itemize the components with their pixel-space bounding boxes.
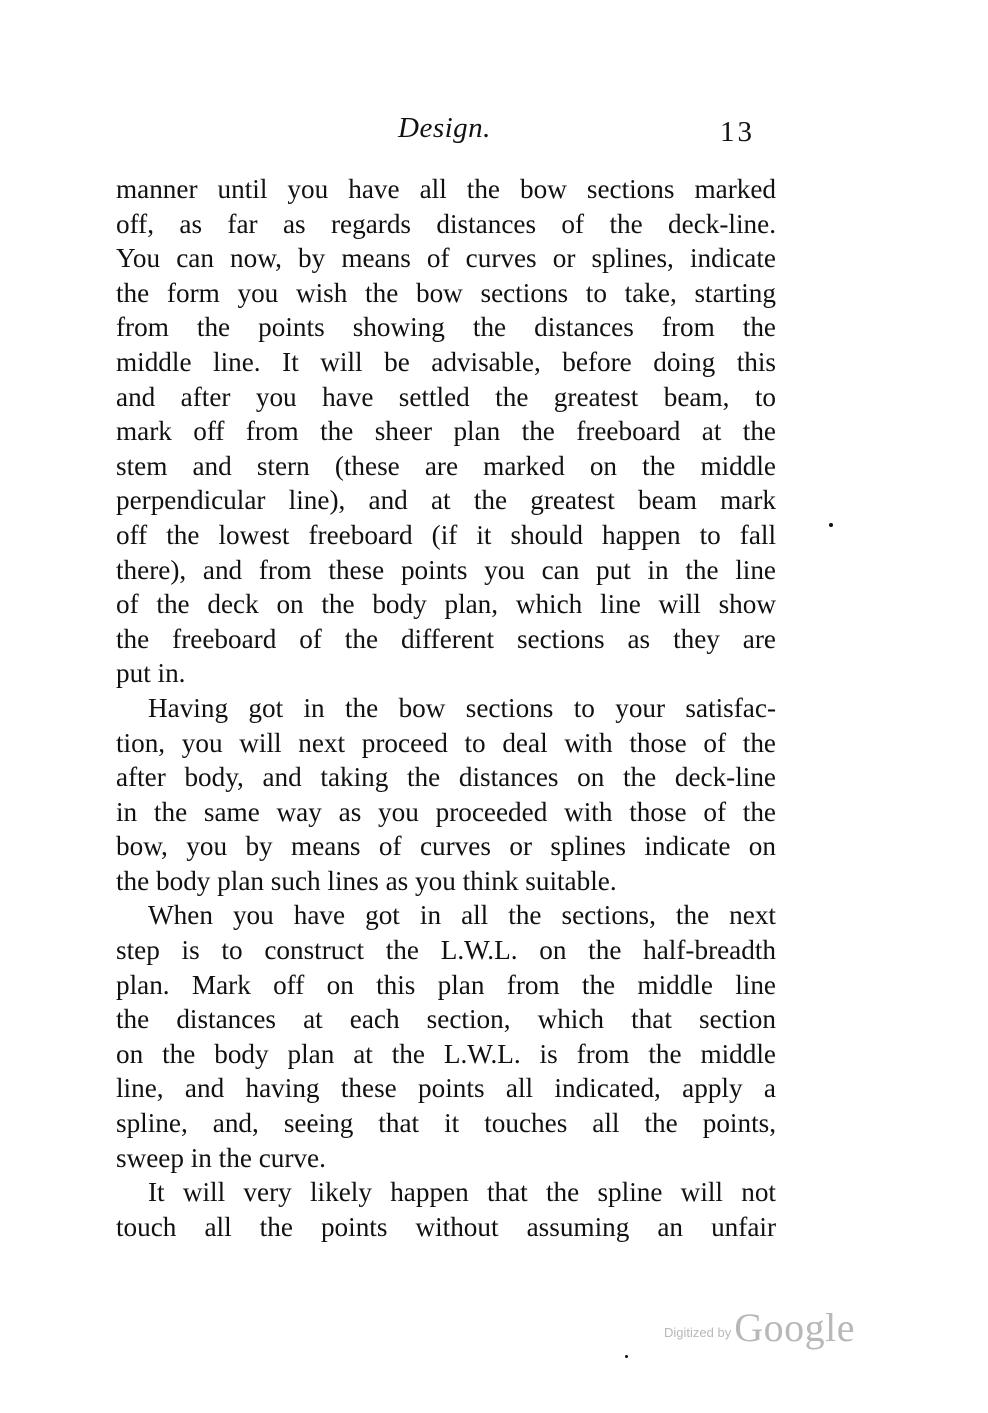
text-line: bow, you by means of curves or splines indicate on <box>116 831 776 862</box>
text-line: from the points showing the distances from the <box>116 312 776 343</box>
text-line: Having got in the bow sections to your satisfac- <box>148 692 776 723</box>
text-line: It will very likely happen that the spline will not <box>148 1177 776 1208</box>
text-line: of the deck on the body plan, which line will show <box>116 589 776 620</box>
text-line: there), and from these points you can put in the line <box>116 554 776 585</box>
google-logo: Google <box>734 1305 855 1350</box>
text-line: the form you wish the bow sections to take, starting <box>116 277 776 308</box>
page-number: 13 <box>720 116 755 148</box>
text-line: perpendicular line), and at the greatest beam mark <box>116 485 776 516</box>
text-line: the body plan such lines as you think suitable. <box>116 865 617 896</box>
text-line: spline, and, seeing that it touches all the points, <box>116 1108 776 1139</box>
text-line: touch all the points without assuming an unfair <box>116 1211 776 1242</box>
digitized-by-google-watermark <box>664 1304 855 1351</box>
text-line: after body, and taking the distances on the deck-line <box>116 762 776 793</box>
text-line: and after you have settled the greatest beam, to <box>116 381 776 412</box>
text-line: in the same way as you proceeded with those of the <box>116 796 776 827</box>
text-line: tion, you will next proceed to deal with those of the <box>116 727 776 758</box>
scan-speck <box>625 1355 628 1358</box>
running-header-title: Design. <box>398 112 491 144</box>
text-line: put in. <box>116 658 186 689</box>
body-text <box>116 172 776 1244</box>
text-line: When you have got in all the sections, the next <box>148 900 776 931</box>
text-line: the distances at each section, which that section <box>116 1004 776 1035</box>
text-line: mark off from the sheer plan the freeboard at the <box>116 416 776 447</box>
text-line: manner until you have all the bow sections marked <box>116 174 776 204</box>
text-line: line, and having these points all indicated, apply a <box>116 1073 776 1104</box>
text-line: You can now, by means of curves or splines, indicate <box>116 243 776 274</box>
text-line: step is to construct the L.W.L. on the half-breadth <box>116 935 776 966</box>
text-line: on the body plan at the L.W.L. is from the middle <box>116 1038 776 1069</box>
text-line: sweep in the curve. <box>116 1142 326 1173</box>
text-line: off, as far as regards distances of the deck-line. <box>116 208 776 239</box>
watermark-prefix: Digitized by <box>664 1325 732 1340</box>
text-line: stem and stern (these are marked on the middle <box>116 450 776 481</box>
scan-speck <box>829 523 833 527</box>
text-line: plan. Mark off on this plan from the middle line <box>116 969 776 1000</box>
text-line: off the lowest freeboard (if it should happen to fall <box>116 519 776 550</box>
text-line: middle line. It will be advisable, before doing this <box>116 346 776 377</box>
text-line: the freeboard of the different sections as they are <box>116 623 776 654</box>
